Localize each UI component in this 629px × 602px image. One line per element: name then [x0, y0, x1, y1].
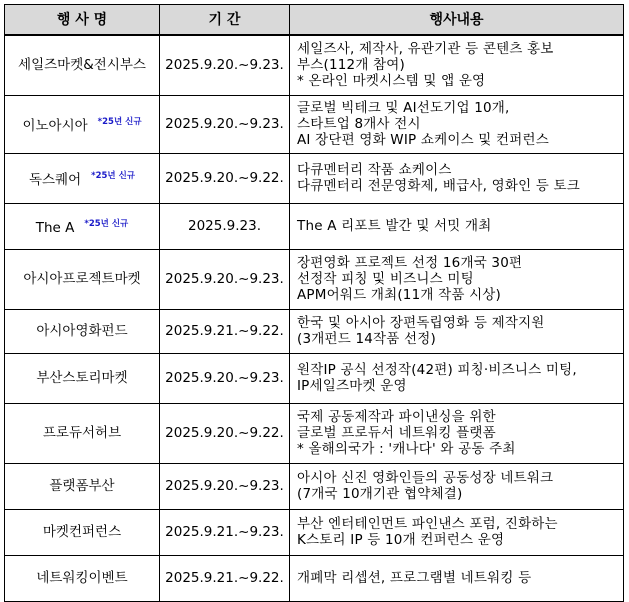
event-table	[4, 4, 624, 602]
header-row	[5, 5, 624, 36]
event-period: 2025.9.20.~9.22.	[160, 403, 290, 463]
new-badge: *25년 신규	[97, 117, 142, 127]
event-name-cell	[5, 555, 160, 601]
description-line: 다큐멘터리 전문영화제, 배급사, 영화인 등 토크	[297, 178, 581, 194]
table-row	[5, 203, 624, 249]
description-line: IP세일즈마켓 운영	[297, 378, 407, 394]
event-description	[290, 403, 624, 463]
event-description	[290, 353, 624, 403]
table-row	[5, 153, 624, 203]
event-period: 2025.9.20.~9.23.	[160, 463, 290, 509]
header-period: 기 간	[160, 5, 290, 36]
event-description	[290, 35, 624, 95]
event-name-cell	[5, 309, 160, 353]
event-period: 2025.9.23.	[160, 203, 290, 249]
event-name: 플랫폼부산	[49, 478, 115, 494]
description-line: 부산 엔터테인먼트 파인낸스 포럼, 진화하는	[297, 516, 558, 532]
event-period: 2025.9.21.~9.22.	[160, 555, 290, 601]
table-row	[5, 309, 624, 353]
table-row	[5, 403, 624, 463]
table-row	[5, 509, 624, 555]
event-description	[290, 203, 624, 249]
header-event-content: 행사내용	[290, 5, 624, 36]
table-row	[5, 249, 624, 309]
event-description	[290, 555, 624, 601]
table-row	[5, 555, 624, 601]
description-line: (7개국 10개기관 협약체결)	[297, 486, 463, 502]
description-line: APM어워드 개최(11개 작품 시상)	[297, 287, 502, 303]
event-name: 아시아영화펀드	[36, 323, 128, 339]
header-event-name: 행 사 명	[5, 5, 160, 36]
event-name-cell	[5, 463, 160, 509]
event-name: 세일즈마켓&전시부스	[18, 57, 146, 74]
description-line: 장편영화 프로젝트 선정 16개국 30편	[297, 255, 523, 271]
table-row	[5, 35, 624, 95]
table-row	[5, 95, 624, 153]
description-line: 세일즈사, 제작사, 유관기관 등 콘텐츠 홍보	[297, 41, 554, 58]
description-line: K스토리 IP 등 10개 컨퍼런스 운영	[297, 532, 505, 548]
description-line: 글로벌 프로듀서 네트워킹 플랫폼	[297, 425, 496, 441]
event-name-cell	[5, 249, 160, 309]
description-line: (3개펀드 14작품 선정)	[297, 331, 436, 347]
description-line: 국제 공동제작과 파이낸싱을 위한	[297, 409, 496, 425]
description-line: 선정작 피칭 및 비즈니스 미팅	[297, 271, 474, 287]
event-name-cell	[5, 35, 160, 95]
description-line: 한국 및 아시아 장편독립영화 등 제작지원	[297, 315, 545, 331]
event-name-cell	[5, 353, 160, 403]
event-period: 2025.9.20.~9.23.	[160, 353, 290, 403]
description-line: * 올해의국가 : '캐나다' 와 공동 주최	[297, 441, 516, 457]
description-line: 개폐막 리셉션, 프로그램별 네트워킹 등	[297, 570, 532, 586]
event-period: 2025.9.20.~9.23.	[160, 95, 290, 153]
event-period: 2025.9.20.~9.22.	[160, 153, 290, 203]
event-name-cell	[5, 403, 160, 463]
event-name-cell	[5, 203, 160, 249]
event-description	[290, 95, 624, 153]
description-line: 아시아 신진 영화인들의 공동성장 네트워크	[297, 470, 554, 486]
event-description	[290, 509, 624, 555]
event-name: 마켓컨퍼런스	[42, 524, 122, 540]
event-period: 2025.9.20.~9.23.	[160, 35, 290, 95]
table-row	[5, 463, 624, 509]
event-name: 아시아프로젝트마켓	[23, 271, 141, 287]
new-badge: *25년 신규	[91, 171, 136, 181]
description-line: The A 리포트 발간 및 서밋 개최	[297, 218, 492, 234]
new-badge: *25년 신규	[84, 219, 129, 229]
event-name-cell	[5, 509, 160, 555]
event-name: 독스퀘어	[28, 172, 82, 188]
event-name-cell	[5, 153, 160, 203]
event-period: 2025.9.21.~9.23.	[160, 509, 290, 555]
description-line: * 온라인 마켓시스템 및 앱 운영	[297, 73, 486, 90]
description-line: AI 장단편 영화 WIP 쇼케이스 및 컨퍼런스	[297, 132, 550, 148]
event-name-cell	[5, 95, 160, 153]
event-description	[290, 153, 624, 203]
event-description	[290, 309, 624, 353]
table-row	[5, 353, 624, 403]
description-line: 스타트업 8개사 전시	[297, 116, 421, 132]
event-period: 2025.9.21.~9.22.	[160, 309, 290, 353]
event-period: 2025.9.20.~9.23.	[160, 249, 290, 309]
event-name: 부산스토리마켓	[36, 370, 128, 386]
description-line: 글로벌 빅테크 및 AI선도기업 10개,	[297, 100, 510, 116]
event-name: 이노아시아	[22, 118, 88, 134]
description-line: 다큐멘터리 작품 쇼케이스	[297, 162, 452, 178]
event-description	[290, 463, 624, 509]
event-name: The A	[35, 220, 75, 236]
event-name: 네트워킹이벤트	[36, 570, 128, 586]
event-description	[290, 249, 624, 309]
description-line: 부스(112개 참여)	[297, 57, 405, 74]
description-line: 원작IP 공식 선정작(42편) 피칭·비즈니스 미팅,	[297, 362, 577, 378]
event-name: 프로듀서허브	[42, 425, 122, 441]
